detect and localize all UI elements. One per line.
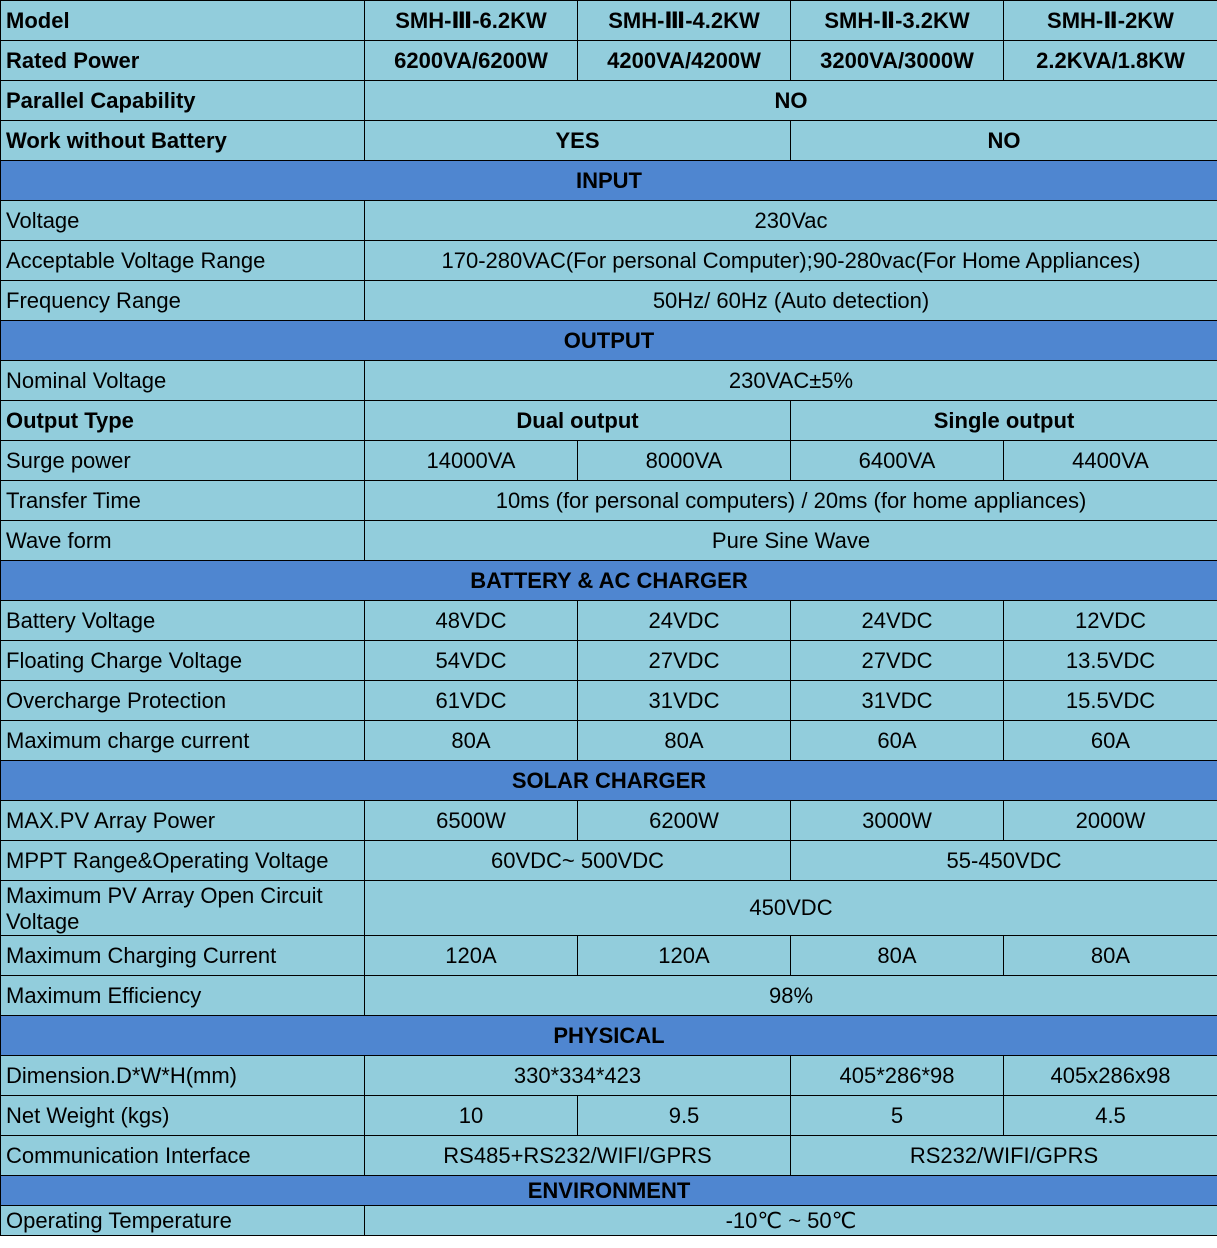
operating-temp-row [1,1206,1217,1236]
row-label: Rated Power [1,41,365,81]
value-cell: 6200VA/6200W [365,41,578,81]
charging-current-row [1,936,1217,976]
model-cell: SMH-Ⅱ-3.2KW [791,1,1004,41]
value-cell: YES [365,121,791,161]
value-cell: 24VDC [578,601,791,641]
nominal-voltage-row [1,361,1217,401]
mppt-range-row [1,841,1217,881]
row-label: Acceptable Voltage Range [1,241,365,281]
row-label: Maximum Efficiency [1,976,365,1016]
value-cell: 80A [365,721,578,761]
section-header-solar [1,761,1217,801]
section-header-battery [1,561,1217,601]
value-cell: 15.5VDC [1004,681,1217,721]
value-cell: 13.5VDC [1004,641,1217,681]
row-label: Operating Temperature [1,1206,365,1236]
section-title: PHYSICAL [1,1016,1217,1056]
max-charge-current-row [1,721,1217,761]
communication-row [1,1136,1217,1176]
transfer-time-row [1,481,1217,521]
value-cell: 24VDC [791,601,1004,641]
value-cell: 60A [791,721,1004,761]
row-label: Maximum charge current [1,721,365,761]
row-label: Communication Interface [1,1136,365,1176]
value-cell: 6400VA [791,441,1004,481]
value-cell: 61VDC [365,681,578,721]
value-cell: NO [791,121,1217,161]
floating-voltage-row [1,641,1217,681]
net-weight-row [1,1096,1217,1136]
row-label: MPPT Range&Operating Voltage [1,841,365,881]
model-cell: SMH-Ⅱ-2KW [1004,1,1217,41]
section-header-input [1,161,1217,201]
value-cell: 3200VA/3000W [791,41,1004,81]
value-cell: 2.2KVA/1.8KW [1004,41,1217,81]
row-label: Frequency Range [1,281,365,321]
value-cell: 54VDC [365,641,578,681]
efficiency-row [1,976,1217,1016]
row-label: Output Type [1,401,365,441]
value-cell: -10℃ ~ 50℃ [365,1206,1217,1236]
surge-power-row [1,441,1217,481]
value-cell: 8000VA [578,441,791,481]
row-label: Model [1,1,365,41]
value-cell: 31VDC [791,681,1004,721]
row-label: Parallel Capability [1,81,365,121]
value-cell: Pure Sine Wave [365,521,1217,561]
row-label: Transfer Time [1,481,365,521]
row-label: Voltage [1,201,365,241]
max-pv-power-row [1,801,1217,841]
open-circuit-row [1,881,1217,936]
row-label: Maximum PV Array Open Circuit Voltage [1,881,365,936]
value-cell: 98% [365,976,1217,1016]
section-header-output [1,321,1217,361]
value-cell: 4400VA [1004,441,1217,481]
value-cell: 10 [365,1096,578,1136]
row-label: Maximum Charging Current [1,936,365,976]
section-title: OUTPUT [1,321,1217,361]
voltage-row [1,201,1217,241]
acceptable-range-row [1,241,1217,281]
value-cell: 27VDC [791,641,1004,681]
section-title: SOLAR CHARGER [1,761,1217,801]
row-label: Wave form [1,521,365,561]
value-cell: 31VDC [578,681,791,721]
row-label: Battery Voltage [1,601,365,641]
value-cell: 9.5 [578,1096,791,1136]
wave-form-row [1,521,1217,561]
model-cell: SMH-Ⅲ-4.2KW [578,1,791,41]
value-cell: RS232/WIFI/GPRS [791,1136,1217,1176]
value-cell: 120A [578,936,791,976]
value-cell: 4.5 [1004,1096,1217,1136]
section-title: INPUT [1,161,1217,201]
row-label: Floating Charge Voltage [1,641,365,681]
value-cell: 80A [791,936,1004,976]
section-header-environment [1,1176,1217,1206]
battery-voltage-row [1,601,1217,641]
value-cell: 230VAC±5% [365,361,1217,401]
value-cell: 4200VA/4200W [578,41,791,81]
value-cell: 12VDC [1004,601,1217,641]
section-title: BATTERY & AC CHARGER [1,561,1217,601]
value-cell: 55-450VDC [791,841,1217,881]
overcharge-row [1,681,1217,721]
value-cell: 450VDC [365,881,1217,936]
row-label: Work without Battery [1,121,365,161]
value-cell: 50Hz/ 60Hz (Auto detection) [365,281,1217,321]
parallel-row [1,81,1217,121]
row-label: Nominal Voltage [1,361,365,401]
value-cell: 3000W [791,801,1004,841]
value-cell: 60A [1004,721,1217,761]
value-cell: 10ms (for personal computers) / 20ms (for home appliances) [365,481,1217,521]
value-cell: RS485+RS232/WIFI/GPRS [365,1136,791,1176]
output-type-row [1,401,1217,441]
value-cell: Single output [791,401,1217,441]
value-cell: 14000VA [365,441,578,481]
row-label: Overcharge Protection [1,681,365,721]
value-cell: 330*334*423 [365,1056,791,1096]
work-without-battery-row [1,121,1217,161]
value-cell: 6200W [578,801,791,841]
value-cell: 80A [578,721,791,761]
value-cell: 60VDC~ 500VDC [365,841,791,881]
row-label: MAX.PV Array Power [1,801,365,841]
row-label: Net Weight (kgs) [1,1096,365,1136]
value-cell: 405*286*98 [791,1056,1004,1096]
value-cell: 5 [791,1096,1004,1136]
value-cell: 27VDC [578,641,791,681]
model-cell: SMH-Ⅲ-6.2KW [365,1,578,41]
value-cell: 80A [1004,936,1217,976]
section-title: ENVIRONMENT [1,1176,1217,1206]
value-cell: Dual output [365,401,791,441]
dimension-row [1,1056,1217,1096]
value-cell: 48VDC [365,601,578,641]
rated-power-row [1,41,1217,81]
model-row [1,1,1217,41]
value-cell: 2000W [1004,801,1217,841]
value-cell: 230Vac [365,201,1217,241]
value-cell: 405x286x98 [1004,1056,1217,1096]
value-cell: 170-280VAC(For personal Computer);90-280vac(For Home Appliances) [365,241,1217,281]
section-header-physical [1,1016,1217,1056]
value-cell: 120A [365,936,578,976]
value-cell: NO [365,81,1217,121]
row-label: Dimension.D*W*H(mm) [1,1056,365,1096]
frequency-row [1,281,1217,321]
row-label: Surge power [1,441,365,481]
value-cell: 6500W [365,801,578,841]
